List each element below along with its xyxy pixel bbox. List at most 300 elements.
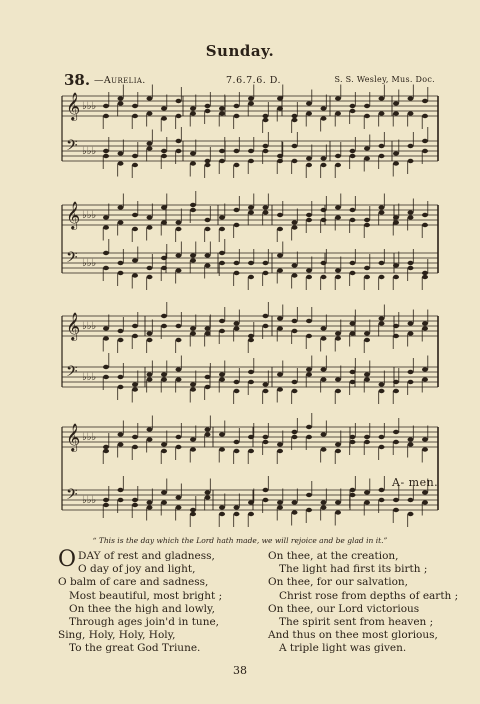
note-head [321, 261, 327, 265]
note-head [190, 208, 196, 212]
note-head [118, 205, 124, 209]
note-head [422, 99, 428, 103]
note-head [335, 449, 341, 453]
page-number: 38 [233, 664, 247, 677]
note-head [234, 321, 240, 325]
note-head [176, 338, 182, 342]
amen-lyric: A- men. [392, 476, 439, 489]
note-head [292, 159, 298, 163]
note-head [248, 449, 254, 453]
note-head [292, 220, 298, 224]
note-head [321, 116, 327, 120]
note-head [335, 268, 341, 272]
treble-clef: 𝄞 [66, 423, 81, 451]
note-head [422, 321, 428, 325]
note-head [350, 331, 356, 335]
note-head [205, 253, 211, 257]
note-head [263, 382, 269, 386]
note-head [306, 493, 312, 497]
note-head [393, 111, 399, 115]
note-head [147, 266, 153, 270]
note-head [350, 109, 356, 113]
note-head [408, 210, 414, 214]
note-head [292, 389, 298, 393]
note-head [408, 261, 414, 265]
note-head [335, 500, 341, 504]
note-head [176, 268, 182, 272]
note-head [306, 425, 312, 429]
note-head [234, 149, 240, 153]
note-head [132, 382, 138, 386]
note-head [248, 159, 254, 163]
note-head [147, 141, 153, 145]
bass-clef: 𝄢 [66, 363, 78, 384]
note-head [176, 495, 182, 499]
note-head [248, 435, 254, 439]
note-head [263, 261, 269, 265]
note-head [393, 430, 399, 434]
note-head [176, 445, 182, 449]
note-head [234, 326, 240, 330]
note-head [379, 445, 385, 449]
note-head [219, 432, 225, 436]
dropcap: O [58, 547, 77, 572]
note-head [335, 275, 341, 279]
note-head [321, 447, 327, 451]
verse-line: O day of joy and light, [78, 563, 196, 576]
note-head [234, 114, 240, 118]
note-head [364, 377, 370, 381]
note-head [364, 218, 370, 222]
note-head [335, 442, 341, 446]
note-head [292, 225, 298, 229]
note-head [422, 490, 428, 494]
note-head [118, 101, 124, 105]
note-head [306, 213, 312, 217]
note-head [321, 156, 327, 160]
note-head [277, 505, 283, 509]
note-head [147, 505, 153, 509]
note-head [335, 163, 341, 167]
note-head [219, 512, 225, 516]
note-head [350, 149, 356, 153]
note-head [350, 440, 356, 444]
note-head [379, 210, 385, 214]
note-head [263, 149, 269, 153]
note-head [408, 321, 414, 325]
note-head [335, 205, 341, 209]
note-head [277, 500, 283, 504]
page-title: Sunday. [205, 42, 275, 60]
note-head [350, 271, 356, 275]
composer: S. S. Wesley, Mus. Doc. [334, 75, 435, 84]
note-head [292, 380, 298, 384]
note-head [147, 275, 153, 279]
note-head [132, 324, 138, 328]
note-head [321, 367, 327, 371]
note-head [306, 101, 312, 105]
note-head [408, 96, 414, 100]
note-head [422, 447, 428, 451]
note-head [161, 149, 167, 153]
note-head [408, 144, 414, 148]
note-head [132, 273, 138, 277]
note-head [219, 372, 225, 376]
note-head [393, 508, 399, 512]
verse-line: O balm of care and sadness, [58, 576, 209, 589]
verse-line: On thee, for our salvation, [268, 576, 408, 589]
note-head [103, 449, 109, 453]
note-head [248, 512, 254, 516]
note-head [234, 389, 240, 393]
note-head [176, 367, 182, 371]
note-head [161, 490, 167, 494]
key-signature: ♭♭♭ [82, 372, 97, 383]
note-head [408, 437, 414, 441]
note-head [263, 389, 269, 393]
verse-line: Sing, Holy, Holy, Holy, [58, 629, 176, 642]
note-head [147, 111, 153, 115]
note-head [422, 437, 428, 441]
note-head [147, 338, 153, 342]
note-head [321, 377, 327, 381]
note-head [364, 338, 370, 342]
note-head [364, 104, 370, 108]
verse-line: Christ rose from depths of earth ; [279, 589, 459, 602]
note-head [161, 256, 167, 260]
note-head [161, 266, 167, 270]
key-signature: ♭♭♭ [82, 258, 97, 269]
note-head [306, 218, 312, 222]
note-head [263, 488, 269, 492]
note-head [103, 104, 109, 108]
note-head [292, 263, 298, 267]
note-head [234, 271, 240, 275]
note-head [292, 319, 298, 323]
note-head [379, 144, 385, 148]
note-head [306, 163, 312, 167]
note-head [118, 498, 124, 502]
note-head [277, 154, 283, 158]
note-head [248, 380, 254, 384]
note-head [422, 367, 428, 371]
note-head [190, 203, 196, 207]
note-head [379, 275, 385, 279]
note-head [335, 111, 341, 115]
note-head [219, 227, 225, 231]
note-head [234, 380, 240, 384]
note-head [277, 387, 283, 391]
note-head [277, 159, 283, 163]
note-head [118, 375, 124, 379]
note-head [132, 163, 138, 167]
note-head [219, 159, 225, 163]
note-head [103, 266, 109, 270]
note-head [190, 161, 196, 165]
note-head [190, 151, 196, 155]
note-head [364, 372, 370, 376]
note-head [118, 151, 124, 155]
note-head [176, 220, 182, 224]
note-head [393, 215, 399, 219]
key-signature: ♭♭♭ [82, 321, 97, 332]
note-head [292, 273, 298, 277]
note-head [118, 261, 124, 265]
note-head [408, 370, 414, 374]
key-signature: ♭♭♭ [82, 495, 97, 506]
note-head [379, 154, 385, 158]
key-signature: ♭♭♭ [82, 146, 97, 157]
note-head [234, 104, 240, 108]
note-head [393, 498, 399, 502]
note-head [205, 432, 211, 436]
note-head [379, 389, 385, 393]
note-head [176, 253, 182, 257]
note-head [321, 218, 327, 222]
note-head [321, 163, 327, 167]
note-head [234, 505, 240, 509]
note-head [350, 104, 356, 108]
note-head [422, 275, 428, 279]
note-head [321, 336, 327, 340]
tune-name: —Aurelia. [94, 75, 146, 86]
note-head [306, 156, 312, 160]
note-head [176, 324, 182, 328]
note-head [103, 215, 109, 219]
note-head [350, 493, 356, 497]
note-head [422, 377, 428, 381]
note-head [205, 218, 211, 222]
note-head [190, 508, 196, 512]
note-head [321, 275, 327, 279]
note-head [393, 334, 399, 338]
note-head [306, 275, 312, 279]
note-head [248, 101, 254, 105]
note-head [248, 338, 254, 342]
note-head [335, 510, 341, 514]
note-head [103, 225, 109, 229]
note-head [263, 271, 269, 275]
note-head [422, 223, 428, 227]
note-head [103, 154, 109, 158]
note-head [364, 500, 370, 504]
note-head [190, 253, 196, 257]
note-head [147, 96, 153, 100]
note-head [132, 498, 138, 502]
note-head [190, 447, 196, 451]
note-head [422, 326, 428, 330]
note-head [277, 326, 283, 330]
note-head [118, 488, 124, 492]
note-head [118, 96, 124, 100]
note-head [393, 389, 399, 393]
note-head [103, 251, 109, 255]
note-head [277, 213, 283, 217]
verse-line: Through ages join'd in tune, [69, 616, 220, 629]
note-head [190, 106, 196, 110]
verse-line: DAY of rest and gladness, [78, 550, 215, 562]
note-head [263, 440, 269, 444]
note-head [147, 377, 153, 381]
note-head [190, 512, 196, 516]
note-head [408, 331, 414, 335]
note-head [263, 314, 269, 318]
meter: 7.6.7.6. D. [226, 75, 282, 86]
note-head [234, 208, 240, 212]
note-head [263, 144, 269, 148]
note-head [103, 114, 109, 118]
note-head [263, 210, 269, 214]
note-head [306, 268, 312, 272]
note-head [350, 370, 356, 374]
verse-line: The spirit sent from heaven ; [279, 616, 434, 629]
note-head [248, 370, 254, 374]
note-head [292, 118, 298, 122]
note-head [277, 442, 283, 446]
note-head [205, 331, 211, 335]
note-head [292, 510, 298, 514]
note-head [277, 253, 283, 257]
note-head [118, 220, 124, 224]
note-head [292, 144, 298, 148]
note-head [176, 149, 182, 153]
note-head [350, 154, 356, 158]
note-head [132, 213, 138, 217]
note-head [205, 375, 211, 379]
note-head [277, 227, 283, 231]
note-head [190, 258, 196, 262]
note-head [219, 329, 225, 333]
note-head [350, 208, 356, 212]
note-head [161, 116, 167, 120]
note-head [335, 215, 341, 219]
note-head [190, 437, 196, 441]
note-head [379, 316, 385, 320]
note-head [118, 432, 124, 436]
note-head [393, 263, 399, 267]
note-head [161, 377, 167, 381]
treble-clef: 𝄞 [66, 201, 81, 229]
note-head [190, 382, 196, 386]
note-head [379, 321, 385, 325]
note-head [132, 258, 138, 262]
note-head [248, 275, 254, 279]
note-head [408, 111, 414, 115]
note-head [422, 114, 428, 118]
note-head [161, 442, 167, 446]
note-head [118, 385, 124, 389]
note-head [118, 329, 124, 333]
note-head [205, 104, 211, 108]
note-head [277, 316, 283, 320]
note-head [205, 227, 211, 231]
verse-line: And thus on thee most glorious, [268, 629, 438, 642]
note-head [393, 380, 399, 384]
note-head [364, 156, 370, 160]
note-head [277, 372, 283, 376]
note-head [103, 375, 109, 379]
note-head [103, 503, 109, 507]
note-head [132, 503, 138, 507]
note-head [350, 435, 356, 439]
note-head [422, 139, 428, 143]
note-head [248, 261, 254, 265]
note-head [176, 505, 182, 509]
note-head [292, 500, 298, 504]
note-head [190, 326, 196, 330]
note-head [393, 161, 399, 165]
note-head [219, 106, 225, 110]
note-head [321, 106, 327, 110]
bass-clef: 𝄢 [66, 486, 78, 507]
note-head [306, 334, 312, 338]
note-head [103, 498, 109, 502]
note-head [161, 220, 167, 224]
note-head [292, 114, 298, 118]
note-head [292, 430, 298, 434]
note-head [408, 498, 414, 502]
note-head [321, 326, 327, 330]
note-head [364, 440, 370, 444]
note-head [364, 266, 370, 270]
note-head [422, 500, 428, 504]
note-head [306, 319, 312, 323]
note-head [422, 149, 428, 153]
verse-1 [58, 547, 223, 656]
note-head [176, 114, 182, 118]
note-head [176, 227, 182, 231]
note-head [408, 512, 414, 516]
note-head [147, 427, 153, 431]
note-head [190, 331, 196, 335]
note-head [379, 498, 385, 502]
note-head [103, 326, 109, 330]
note-head [103, 365, 109, 369]
note-head [205, 326, 211, 330]
note-head [350, 488, 356, 492]
note-head [422, 271, 428, 275]
key-signature: ♭♭♭ [82, 432, 97, 443]
note-head [118, 338, 124, 342]
note-head [379, 261, 385, 265]
note-head [393, 220, 399, 224]
note-head [118, 161, 124, 165]
note-head [263, 118, 269, 122]
verse-line: A triple light was given. [279, 642, 407, 655]
verse-line: Most beautiful, most bright ; [69, 589, 223, 602]
note-head [393, 101, 399, 105]
note-head [205, 427, 211, 431]
note-head [321, 500, 327, 504]
treble-clef: 𝄞 [66, 92, 81, 120]
note-head [219, 251, 225, 255]
note-head [335, 331, 341, 335]
note-head [205, 159, 211, 163]
note-head [132, 334, 138, 338]
note-head [219, 149, 225, 153]
note-head [147, 146, 153, 150]
note-head [219, 215, 225, 219]
note-head [335, 96, 341, 100]
note-head [248, 96, 254, 100]
note-head [393, 440, 399, 444]
note-head [408, 215, 414, 219]
note-head [422, 213, 428, 217]
note-head [219, 505, 225, 509]
note-head [379, 435, 385, 439]
note-head [103, 336, 109, 340]
verse-2 [268, 550, 458, 656]
